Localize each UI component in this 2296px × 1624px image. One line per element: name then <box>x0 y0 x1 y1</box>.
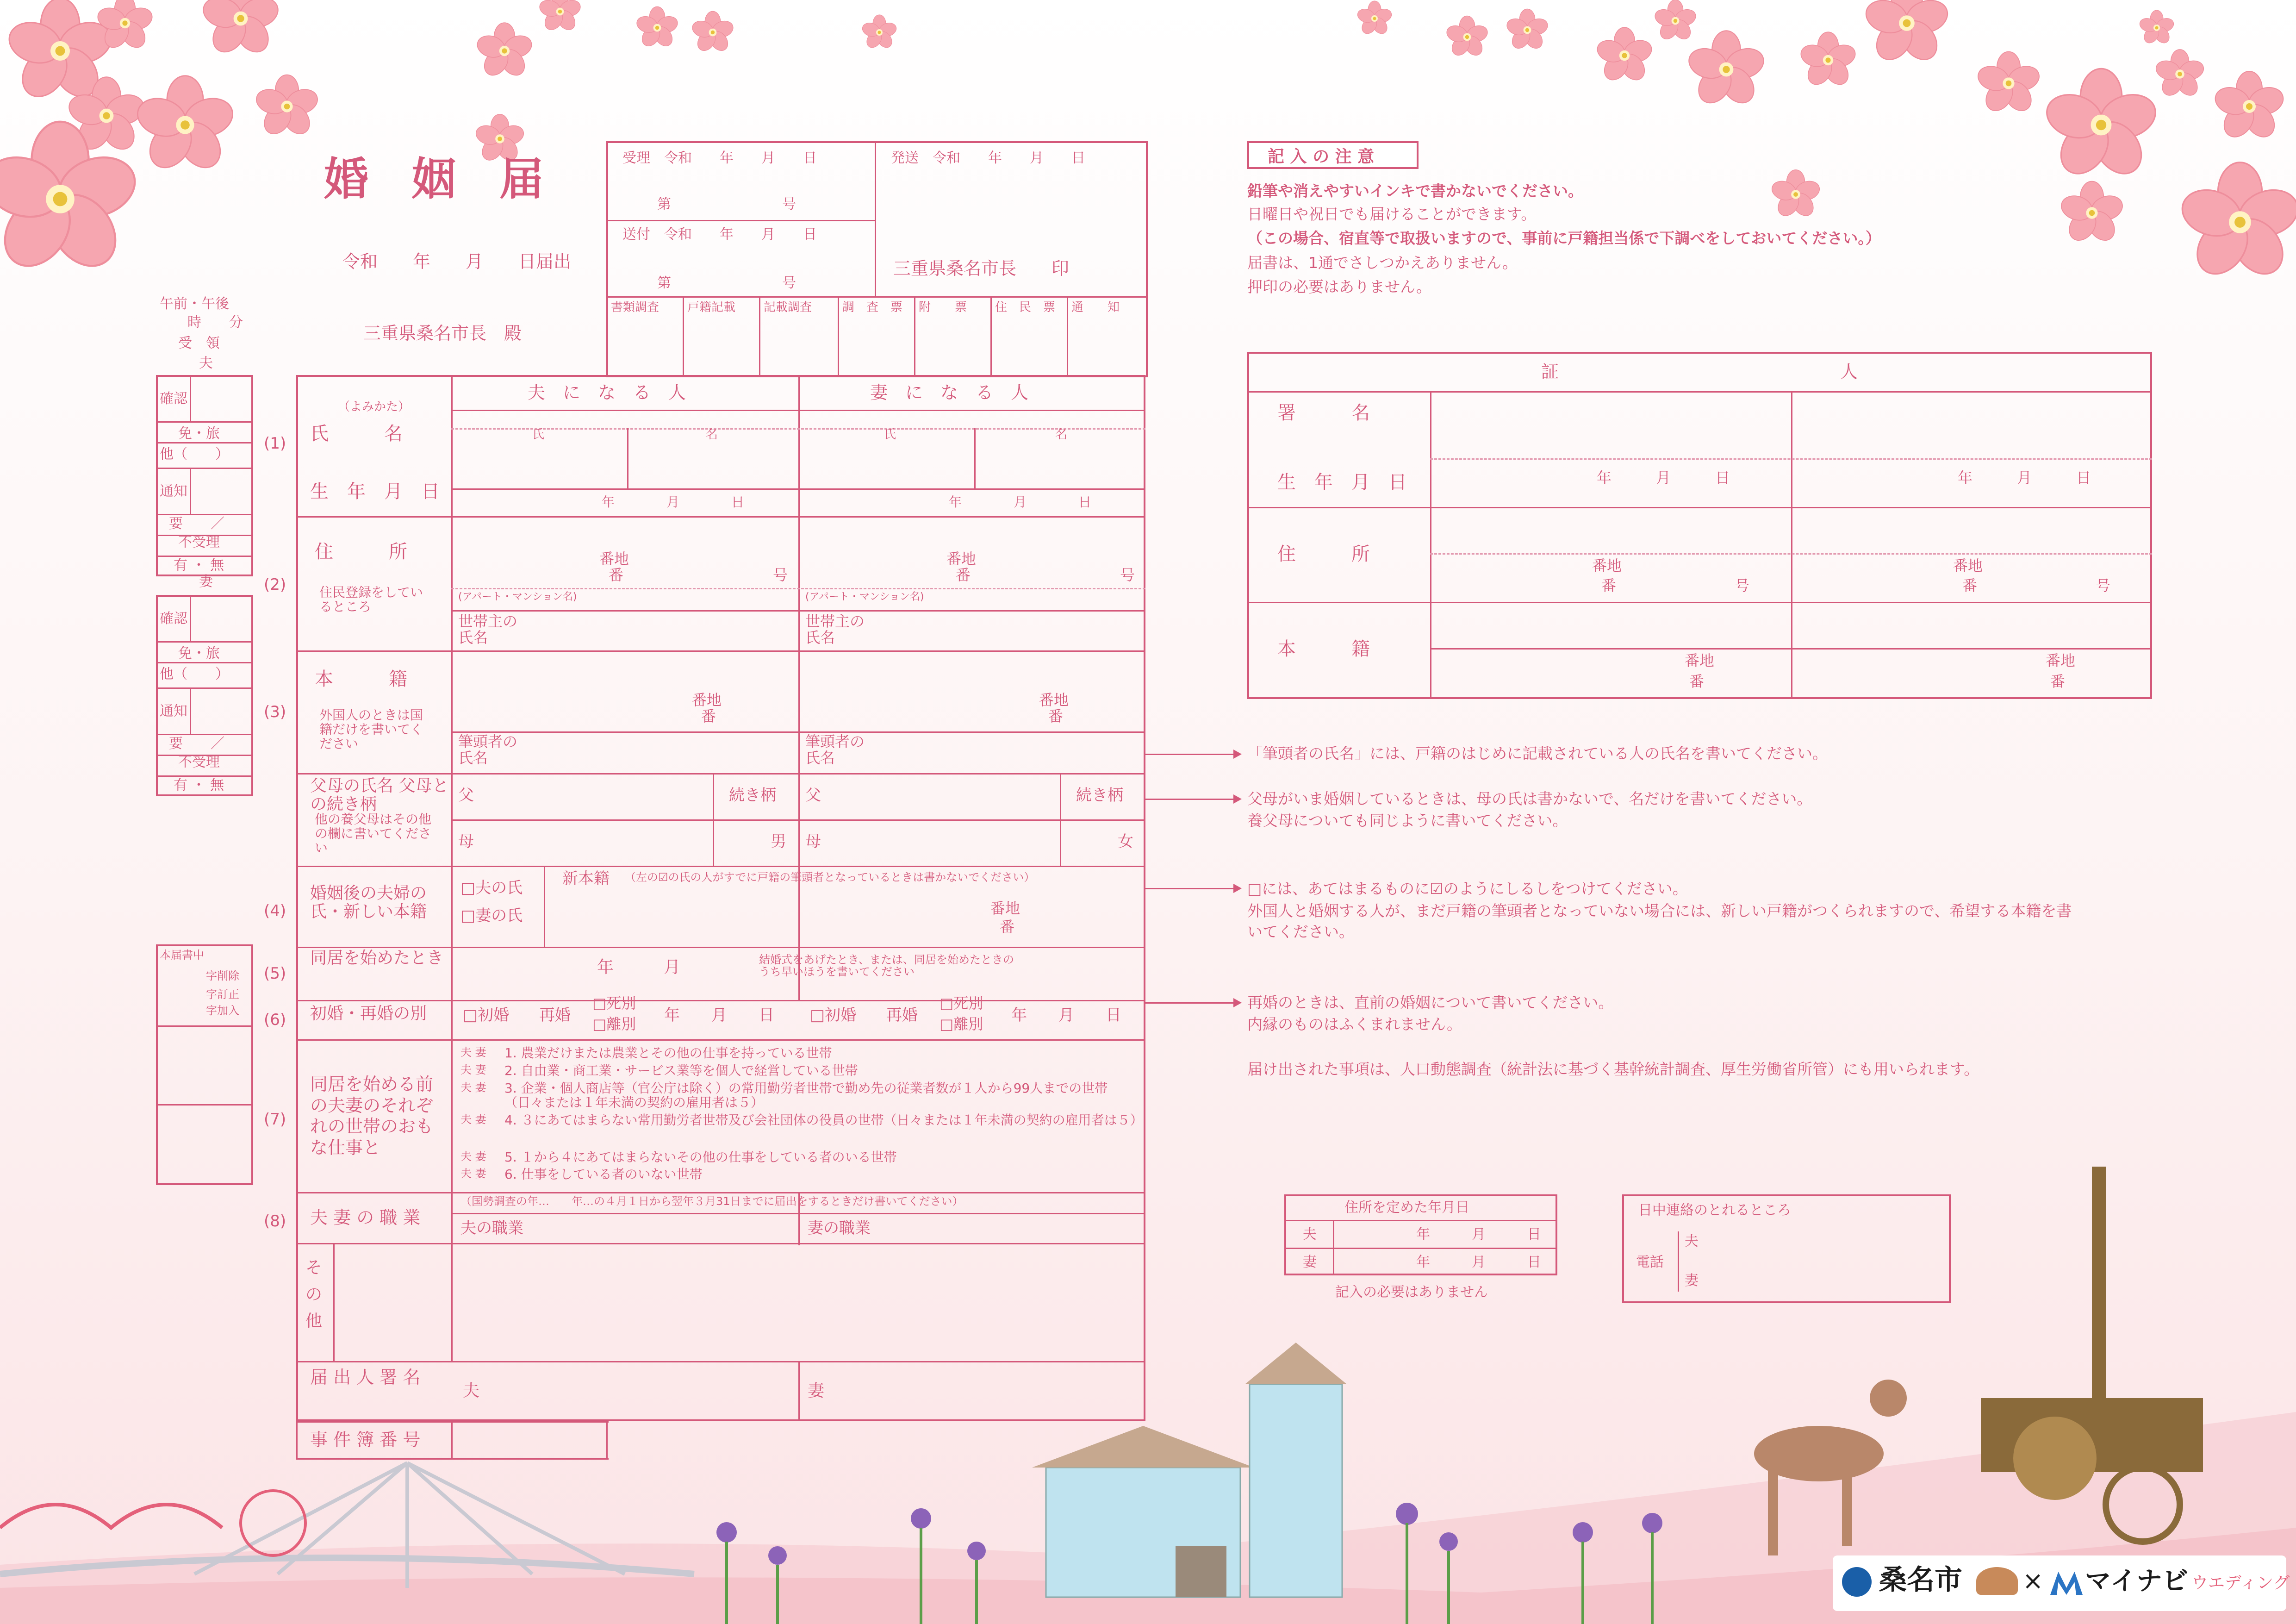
husband-remarriage[interactable]: 再婚 <box>539 1006 571 1024</box>
rule <box>451 1213 1145 1214</box>
wife-signature[interactable]: 妻 <box>808 1381 825 1400</box>
other-label: 他（ ） <box>160 666 229 682</box>
wife-panel-label: 妻 <box>199 574 213 590</box>
wife-relation: 続き柄 <box>1076 786 1123 805</box>
notify-label: 通知 <box>160 483 187 500</box>
witness2-banchi: 番地 <box>1953 557 1983 575</box>
received-number[interactable]: 第 号 <box>657 196 796 212</box>
mayor-seal: 三重県桑名市長 印 <box>893 258 1070 279</box>
witness1-ban-go: 番 号 <box>1601 577 1750 594</box>
wife-household-head[interactable]: 世帯主の氏名 <box>805 612 865 647</box>
row-number: (1) <box>264 434 286 453</box>
dashed-rule <box>1430 553 2152 555</box>
row-number: (4) <box>264 902 286 920</box>
side-note: 内縁のものはふくまれません。 <box>1247 1015 1462 1033</box>
residence-husband-date[interactable]: 年 月 日 <box>1416 1226 1541 1243</box>
sent-date[interactable]: 送付 令和 年 月 日 <box>622 226 817 243</box>
note-line: 届書は、1通でさしつかえありません。 <box>1247 254 1518 272</box>
husband-relation: 続き柄 <box>729 786 776 805</box>
witness1-birth[interactable]: 年 月 日 <box>1597 469 1730 487</box>
new-honseki-label: 新本籍 <box>562 869 610 888</box>
honseki-note: 外国人のときは国籍だけを書いてください <box>319 707 423 751</box>
wife-given[interactable]: 名 <box>1055 428 1068 442</box>
side-note: 再婚のときは、直前の婚姻について書いてください。 <box>1247 993 1614 1012</box>
wife-remarriage-date[interactable]: 年 月 日 <box>1011 1006 1121 1024</box>
rule <box>798 1361 800 1421</box>
birth-label: 生 年 月 日 <box>310 481 440 502</box>
row-number: (7) <box>264 1110 286 1129</box>
rule <box>798 375 800 1000</box>
name-label: 氏 名 <box>310 423 403 444</box>
note-line: 押印の必要はありません。 <box>1247 278 1431 296</box>
husband-job[interactable]: 夫の職業 <box>460 1219 523 1237</box>
city-logo-text: 桑名市 <box>1879 1564 1962 1596</box>
check-label: 記載調査 <box>764 300 812 314</box>
yes-no-label: 有 ・ 無 <box>174 557 224 574</box>
rule <box>713 773 714 866</box>
side-note: 届け出された事項は、人口動態調査（統計法に基づく基幹統計調査、厚生労働省所管）にも用いられます。 <box>1247 1060 1979 1078</box>
job-check-pair[interactable]: 夫 妻 <box>460 1081 486 1094</box>
check-label: 住 民 票 <box>995 300 1056 314</box>
row-number: (3) <box>264 703 286 721</box>
rule <box>296 1000 1145 1001</box>
parents-label: 父母の氏名 父母との続き柄 <box>310 776 449 814</box>
sent-number[interactable]: 第 号 <box>657 275 796 291</box>
rule <box>451 410 1145 411</box>
side-note: 養父母についても同じように書いてください。 <box>1247 812 1568 830</box>
notes-title-box <box>1247 141 1419 169</box>
rule <box>296 1458 609 1460</box>
rule <box>296 773 1145 775</box>
rule <box>190 687 191 734</box>
arrow-line <box>1145 888 1238 889</box>
check-label: 書類調査 <box>611 300 660 314</box>
witness2-ban-go: 番 号 <box>1962 577 2111 594</box>
row-number: (6) <box>264 1011 286 1029</box>
husband-honseki-ban: 番 <box>701 707 716 725</box>
residence-wife-date[interactable]: 年 月 日 <box>1416 1254 1541 1270</box>
license-trip-label: 免・旅 <box>178 425 220 442</box>
wife-child: 女 <box>1118 832 1133 851</box>
rule <box>156 775 253 777</box>
wife-registry-head[interactable]: 筆頭者の氏名 <box>805 733 865 767</box>
dashed-rule <box>451 588 1145 589</box>
contact-wife[interactable]: 妻 <box>1685 1273 1699 1289</box>
other-label: 他（ ） <box>160 446 229 462</box>
rule <box>1430 391 1431 699</box>
new-ban: 番 <box>1000 918 1015 936</box>
rule <box>296 1039 1145 1041</box>
check-label: 調 査 票 <box>842 300 903 314</box>
rule <box>296 1421 298 1458</box>
job-item: 3. 企業・個人商店等（官公庁は除く）の常用勤労者世帯で勤め先の従業者数が１人から99人までの世帯（日々または１年未満の契約の雇用者は５） <box>504 1081 1108 1110</box>
side-note: 「筆頭者の氏名」には、戸籍のはじめに記載されている人の氏名を書いてください。 <box>1247 744 1828 762</box>
wife-honseki-ban: 番 <box>1048 707 1064 725</box>
need-label: 要 ／ <box>169 516 224 532</box>
rule <box>296 650 1145 652</box>
phone-label: 電話 <box>1636 1254 1664 1270</box>
rule <box>156 662 253 663</box>
rule <box>156 514 253 515</box>
rule <box>296 947 1145 948</box>
rule <box>1067 296 1068 377</box>
note-line: 日曜日や祝日でも届けることができます。 <box>1247 205 1537 223</box>
rule <box>296 1192 1145 1193</box>
side-note: 父母がいま婚姻しているときは、母の氏は書かないで、名だけを書いてください。 <box>1247 790 1812 808</box>
rule <box>156 556 253 557</box>
arrow-line <box>1145 754 1238 755</box>
job-check-pair[interactable]: 夫 妻 <box>460 1113 486 1126</box>
note-line: 鉛筆や消えやすいインキで書かないでください。 <box>1247 182 1583 200</box>
rule <box>451 1421 453 1458</box>
wife-apartment[interactable]: (アパート・マンション名) <box>805 591 924 603</box>
wife-divorce[interactable]: □離別 <box>940 1015 983 1033</box>
other-label: そ の 他 <box>305 1258 323 1331</box>
filing-date-line[interactable]: 令和 年 月 日届出 <box>342 251 572 272</box>
address-note: 住民登録をしているところ <box>319 585 423 614</box>
wife-father[interactable]: 父 <box>805 786 821 805</box>
rule <box>914 296 915 377</box>
occupation-label: 夫 妻 の 職 業 <box>310 1207 421 1228</box>
received-date[interactable]: 受理 令和 年 月 日 <box>622 150 817 166</box>
wife-ban: 番 <box>956 566 971 584</box>
witness1-banchi: 番地 <box>1592 557 1622 575</box>
arrow-head-icon <box>1233 998 1242 1007</box>
job-item: 4. ３にあてはまらない常用勤労者世帯及び会社団体の役員の世帯（日々または１年未満の契約の雇用者は５） <box>504 1112 1143 1128</box>
cohabit-ym[interactable]: 年 月 <box>597 958 681 977</box>
rule <box>451 610 1145 612</box>
husband-honseki-banchi: 番地 <box>692 691 722 709</box>
wife-remarriage[interactable]: 再婚 <box>886 1006 918 1024</box>
wife-surname[interactable]: 氏 <box>884 428 896 442</box>
yes-no-label: 有 ・ 無 <box>174 777 224 793</box>
accepted-label: 受 領 <box>178 335 220 351</box>
job-item: 6. 仕事をしている者のいない世帯 <box>504 1167 703 1182</box>
witness-table <box>1247 352 2152 699</box>
rule <box>1430 648 2152 650</box>
residence-note: 記入の必要はありません <box>1335 1284 1488 1300</box>
husband-death[interactable]: □死別 <box>592 994 636 1012</box>
rule <box>627 428 628 488</box>
row-number: (2) <box>264 575 286 594</box>
dashed-rule <box>1430 458 2152 460</box>
arrow-head-icon <box>1233 884 1242 893</box>
wife-honseki-banchi: 番地 <box>1039 691 1069 709</box>
job-item: 5. １から４にあてはまらないその他の仕事をしている者のいる世帯 <box>504 1149 897 1165</box>
side-note: 外国人と婚姻する人が、まだ戸籍の筆頭者となっていない場合には、新しい戸籍がつくられますので、希望する本籍を書 <box>1247 902 2072 920</box>
not-accepted-label: 不受理 <box>178 754 220 770</box>
issued-date[interactable]: 発送 令和 年 月 日 <box>891 150 1085 166</box>
residence-wife: 妻 <box>1303 1254 1317 1270</box>
brand-sub-text: ウエディング <box>2191 1574 2290 1593</box>
rule <box>451 488 1145 490</box>
row-number: (5) <box>264 964 286 983</box>
rule <box>190 375 191 421</box>
times-sign: × <box>2022 1566 2044 1595</box>
wife-header: 妻 に な る 人 <box>870 382 1029 403</box>
signer-label: 届 出 人 署 名 <box>310 1367 421 1387</box>
notify-label: 通知 <box>160 703 187 719</box>
rule <box>990 296 992 377</box>
new-banchi: 番地 <box>990 899 1020 917</box>
clam-icon <box>1976 1567 2018 1595</box>
husband-surname[interactable]: 氏 <box>532 428 545 442</box>
wife-go: 号 <box>1120 566 1135 584</box>
husband-first-marriage[interactable]: □初婚 <box>463 1006 510 1024</box>
correction-note: 本届書中 <box>160 949 204 962</box>
new-honseki-note: （左の☑の氏の人がすでに戸籍の筆頭者となっているときは書かないでください） <box>625 871 1035 884</box>
husband-surname-check[interactable]: □夫の氏 <box>460 879 523 897</box>
husband-remarriage-date[interactable]: 年 月 日 <box>664 1006 774 1024</box>
occupation-note: （国勢調査の年… 年…の４月１日から翌年３月31日までに届出をするときだけ書いてください） <box>460 1195 964 1208</box>
rule <box>451 731 1145 733</box>
husband-banchi: 番地 <box>599 550 629 568</box>
husband-registry-head[interactable]: 筆頭者の氏名 <box>458 733 518 767</box>
rule <box>156 468 253 469</box>
form-title: 婚 姻 届 <box>324 153 558 205</box>
husband-go: 号 <box>773 566 788 584</box>
rule <box>296 866 1145 867</box>
rule <box>333 1243 335 1361</box>
husband-signature[interactable]: 夫 <box>463 1381 480 1400</box>
wife-death[interactable]: □死別 <box>940 994 983 1012</box>
arrow-head-icon <box>1233 794 1242 804</box>
rule <box>838 296 839 377</box>
job-check-pair[interactable]: 夫 妻 <box>460 1063 486 1076</box>
rule <box>451 819 1145 821</box>
husband-ban: 番 <box>609 566 624 584</box>
added-label: 字加入 <box>206 1004 239 1017</box>
rule <box>190 595 191 641</box>
first-re-label: 初婚・再婚の別 <box>310 1004 427 1023</box>
contact-husband[interactable]: 夫 <box>1685 1233 1699 1249</box>
rule <box>606 1421 608 1458</box>
case-number-label: 事 件 簿 番 号 <box>310 1430 421 1450</box>
rule <box>1247 391 2152 393</box>
rule <box>683 296 684 377</box>
husband-household-head[interactable]: 世帯主の氏名 <box>458 612 518 647</box>
license-trip-label: 免・旅 <box>178 645 220 662</box>
addressee: 三重県桑名市長 殿 <box>363 323 522 344</box>
contact-title: 日中連絡のとれるところ <box>1638 1202 1791 1218</box>
rule <box>296 1361 1145 1362</box>
witness2-birth[interactable]: 年 月 日 <box>1958 469 2091 487</box>
confirm-label: 確認 <box>160 391 187 407</box>
side-note: □には、あてはまるものに☑のようにしるしをつけてください。 <box>1247 880 1688 898</box>
witness-address-label: 住 所 <box>1277 543 1370 565</box>
check-label: 附 票 <box>919 300 967 314</box>
arrow-line <box>1145 799 1238 800</box>
time-label: 時 分 <box>187 314 243 331</box>
wife-job[interactable]: 妻の職業 <box>808 1219 871 1237</box>
check-label: 戸籍記載 <box>687 300 736 314</box>
rule <box>1247 602 2152 603</box>
husband-header: 夫 に な る 人 <box>528 382 686 403</box>
side-note: いてください。 <box>1247 923 1354 941</box>
not-accepted-label: 不受理 <box>178 534 220 550</box>
deleted-label: 字削除 <box>206 969 239 982</box>
dashed-rule <box>451 428 1145 430</box>
witness2-honseki-ban: 番 <box>2050 673 2066 690</box>
husband-given[interactable]: 名 <box>706 428 718 442</box>
job-item: 1. 農業だけまたは農業とその他の仕事を持っている世帯 <box>504 1045 832 1061</box>
wife-first-marriage[interactable]: □初婚 <box>810 1006 857 1024</box>
new-surname-label: 婚姻後の夫婦の氏・新しい本籍 <box>310 884 427 921</box>
wife-banchi: 番地 <box>946 550 977 568</box>
residence-husband: 夫 <box>1303 1226 1317 1243</box>
job-check-pair[interactable]: 夫 妻 <box>460 1150 486 1163</box>
honseki-label: 本 籍 <box>315 668 407 690</box>
residence-title: 住所を定めた年月日 <box>1344 1199 1469 1216</box>
husband-apartment[interactable]: (アパート・マンション名) <box>458 591 577 603</box>
husband-panel-label: 夫 <box>199 355 213 371</box>
confirm-label: 確認 <box>160 611 187 627</box>
rule <box>544 866 545 947</box>
witness1-honseki-ban: 番 <box>1689 673 1705 690</box>
rule <box>156 442 253 443</box>
husband-divorce[interactable]: □離別 <box>592 1015 636 1033</box>
kuwana-logo-icon <box>1842 1567 1872 1597</box>
witness1-honseki-banchi: 番地 <box>1685 652 1715 669</box>
rule <box>156 734 253 735</box>
cohabit-label: 同居を始めたとき <box>310 949 444 968</box>
parents-note: 他の養父母はその他の欄に書いてください <box>315 812 432 856</box>
name-kana-label: （よみかた） <box>338 400 411 414</box>
witness-birth-label: 生 年 月 日 <box>1277 472 1407 493</box>
rule <box>156 641 253 643</box>
job-check-pair[interactable]: 夫 妻 <box>460 1046 486 1059</box>
husband-child: 男 <box>771 832 786 851</box>
wife-mother[interactable]: 母 <box>805 832 821 851</box>
wife-birth[interactable]: 年 月 日 <box>949 494 1092 510</box>
row-number: (8) <box>264 1212 286 1230</box>
witness2-honseki-banchi: 番地 <box>2046 652 2076 669</box>
cohabit-note: 結婚式をあげたとき、または、同居を始めたときのうち早いほうを書いてください <box>759 953 1014 979</box>
rule <box>190 468 191 514</box>
need-label: 要 ／ <box>169 736 224 752</box>
rule <box>156 421 253 423</box>
rule <box>156 687 253 689</box>
rule <box>296 1243 1145 1244</box>
husband-birth[interactable]: 年 月 日 <box>602 494 745 510</box>
husband-father[interactable]: 父 <box>458 786 474 805</box>
rule <box>296 516 1145 518</box>
witness-title: 証 人 <box>1541 362 1858 382</box>
check-label: 通 知 <box>1071 300 1120 314</box>
jobs-label: 同居を始める前の夫妻のそれぞれの世帯のおもな仕事と <box>310 1074 434 1158</box>
arrow-line <box>1145 1002 1238 1004</box>
job-check-pair[interactable]: 夫 妻 <box>460 1167 486 1180</box>
job-item: 2. 自由業・商工業・サービス業等を個人で経営している世帯 <box>504 1063 858 1078</box>
wife-surname-check[interactable]: □妻の氏 <box>460 906 523 925</box>
address-label: 住 所 <box>315 541 407 562</box>
ampm-label: 午前・午後 <box>160 296 229 312</box>
rule <box>759 296 760 377</box>
rule <box>1060 773 1061 866</box>
husband-mother[interactable]: 母 <box>458 832 474 851</box>
brand-text: マイナビ <box>2085 1566 2188 1596</box>
rule <box>1247 507 2152 508</box>
arrow-head-icon <box>1233 750 1242 759</box>
rule <box>974 428 976 488</box>
note-line: （この場合、宿直等で取扱いますので、事前に戸籍担当係で下調べをしておいてください。） <box>1247 229 1881 247</box>
witness-sign-label: 署 名 <box>1277 402 1370 424</box>
notes-title: 記 入 の 注 意 <box>1268 147 1375 166</box>
corrected-label: 字訂正 <box>206 988 239 1001</box>
rule <box>1791 391 1792 699</box>
witness-honseki-label: 本 籍 <box>1277 638 1370 660</box>
